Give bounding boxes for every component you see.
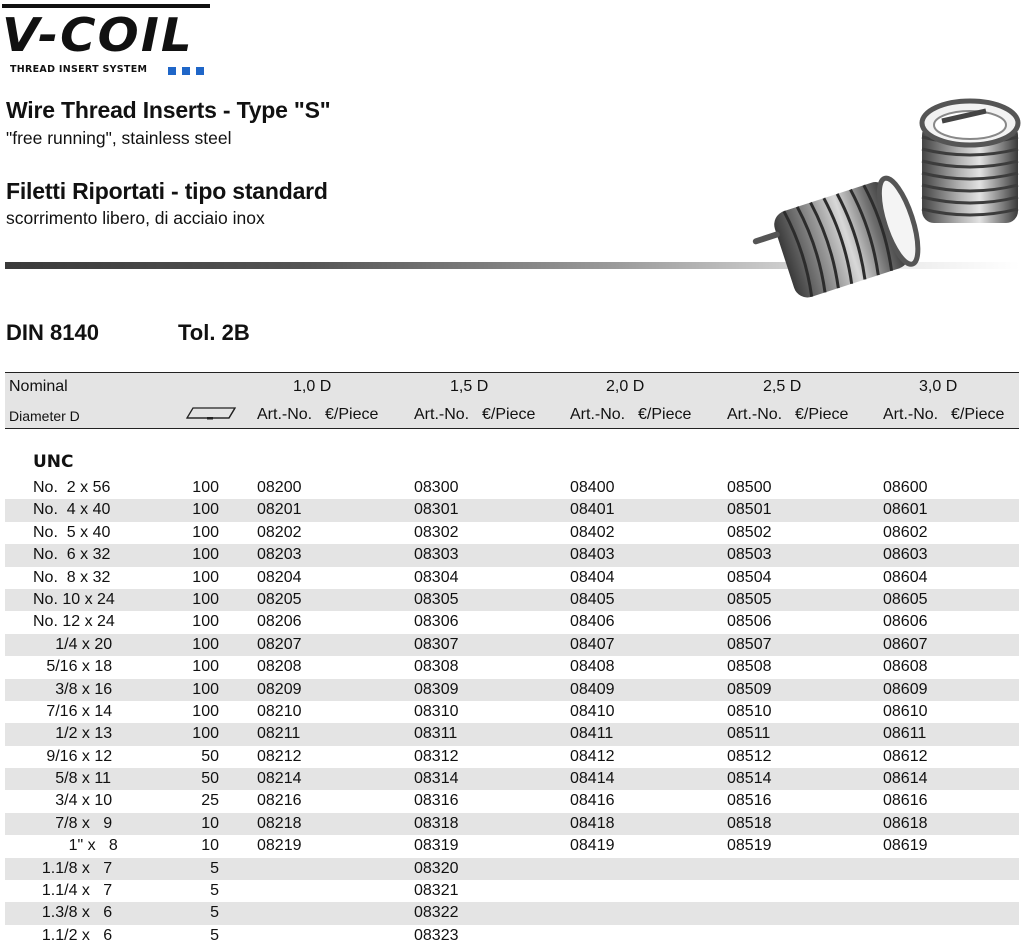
row-art-no-2-5d-cell: 08503 — [727, 546, 772, 564]
row-art-no-1d-cell: 08205 — [257, 590, 302, 608]
row-art-no-2d-cell: 08406 — [570, 613, 615, 631]
row-pack-qty-cell: 100 — [192, 590, 219, 608]
row-art-no-1-5d-cell: 08323 — [414, 926, 459, 944]
row-art-no-1d-cell: 08219 — [257, 837, 302, 855]
row-art-no-3d-cell: 08611 — [883, 725, 927, 743]
row-art-no-2d-cell: 08409 — [570, 680, 615, 698]
table-row — [5, 634, 1019, 656]
row-art-no-3d-cell: 08601 — [883, 501, 928, 519]
header-price: €/Piece — [795, 406, 849, 423]
row-art-no-2d-cell: 08408 — [570, 658, 615, 676]
row-size-cell: 1/2 x 13 — [33, 725, 113, 743]
row-art-no-1d-cell: 08218 — [257, 814, 302, 832]
header-price: €/Piece — [482, 406, 536, 423]
row-art-no-2-5d-cell: 08516 — [727, 792, 772, 810]
table-row — [5, 499, 1019, 521]
row-art-no-1-5d-cell: 08302 — [414, 523, 459, 541]
row-size-cell: No. 12 x 24 — [33, 613, 115, 631]
row-art-no-2d-cell: 08404 — [570, 568, 615, 586]
row-art-no-2-5d-cell: 08519 — [727, 837, 772, 855]
row-art-no-1-5d-cell: 08310 — [414, 702, 459, 720]
row-art-no-3d-cell: 08616 — [883, 792, 928, 810]
row-pack-qty-cell: 100 — [192, 658, 219, 676]
table-row — [5, 835, 1019, 857]
table-row — [5, 746, 1019, 768]
row-art-no-2-5d-cell: 08509 — [727, 680, 772, 698]
row-art-no-1d-cell: 08206 — [257, 613, 302, 631]
row-size-cell: 7/8 x 9 — [33, 814, 113, 832]
row-size-cell: 1.1/2 x 6 — [33, 926, 113, 944]
subtitle-english: "free running", stainless steel — [6, 128, 232, 148]
header-nominal: Nominal — [9, 378, 68, 395]
row-art-no-2d-cell: 08402 — [570, 523, 615, 541]
row-size-cell: 7/16 x 14 — [33, 702, 113, 720]
row-art-no-2-5d-cell: 08506 — [727, 613, 772, 631]
table-row — [5, 701, 1019, 723]
table-row — [5, 544, 1019, 566]
table-body — [5, 477, 1019, 947]
row-art-no-1-5d-cell: 08306 — [414, 613, 459, 631]
row-pack-qty-cell: 5 — [210, 904, 219, 922]
row-size-cell: 5/8 x 11 — [33, 770, 111, 788]
row-art-no-2d-cell: 08416 — [570, 792, 615, 810]
row-pack-qty-cell: 5 — [210, 859, 219, 877]
row-art-no-2d-cell: 08400 — [570, 479, 615, 496]
row-size-cell: 1" x 8 — [33, 837, 118, 855]
row-art-no-1d-cell: 08208 — [257, 658, 302, 676]
row-pack-qty-cell: 100 — [192, 725, 219, 743]
row-art-no-2-5d-cell: 08511 — [727, 725, 771, 743]
row-art-no-3d-cell: 08607 — [883, 635, 928, 653]
logo-tagline: THREAD INSERT SYSTEM — [10, 64, 148, 75]
row-art-no-2d-cell: 08407 — [570, 635, 615, 653]
logo-square-icon — [182, 67, 190, 75]
row-art-no-1d-cell: 08214 — [257, 770, 302, 788]
table-header — [5, 372, 1019, 429]
row-art-no-1-5d-cell: 08321 — [414, 882, 459, 900]
row-art-no-1-5d-cell: 08318 — [414, 814, 459, 832]
row-art-no-2d-cell: 08418 — [570, 814, 615, 832]
table-row — [5, 768, 1019, 790]
row-pack-qty-cell: 10 — [201, 837, 219, 855]
row-art-no-1d-cell: 08209 — [257, 680, 302, 698]
logo-square-icon — [168, 67, 176, 75]
row-art-no-1-5d-cell: 08305 — [414, 590, 459, 608]
row-pack-qty-cell: 100 — [192, 546, 219, 564]
header-length-1d: 1,0 D — [293, 378, 332, 395]
row-art-no-3d-cell: 08600 — [883, 479, 928, 496]
header-price: €/Piece — [951, 406, 1005, 423]
row-art-no-1d-cell: 08202 — [257, 523, 302, 541]
row-pack-qty-cell: 10 — [201, 814, 219, 832]
coil-upright-icon — [922, 101, 1018, 223]
row-art-no-1-5d-cell: 08308 — [414, 658, 459, 676]
row-art-no-1-5d-cell: 08303 — [414, 546, 459, 564]
row-art-no-3d-cell: 08603 — [883, 546, 928, 564]
row-art-no-2-5d-cell: 08500 — [727, 479, 772, 496]
row-pack-qty-cell: 25 — [201, 792, 219, 810]
package-icon — [185, 406, 237, 420]
row-pack-qty-cell: 100 — [192, 568, 219, 586]
row-art-no-1-5d-cell: 08312 — [414, 747, 459, 765]
title-italian: Filetti Riportati - tipo standard — [6, 178, 328, 204]
table-row — [5, 790, 1019, 812]
row-art-no-1d-cell: 08203 — [257, 546, 302, 564]
logo-square-icon — [196, 67, 204, 75]
header-length-1-5d: 1,5 D — [450, 378, 489, 395]
row-pack-qty-cell: 100 — [192, 702, 219, 720]
header-length-2d: 2,0 D — [606, 378, 645, 395]
row-pack-qty-cell: 100 — [192, 479, 219, 496]
row-size-cell: 1.1/8 x 7 — [33, 859, 113, 877]
row-art-no-1d-cell: 08204 — [257, 568, 302, 586]
row-art-no-2d-cell: 08412 — [570, 747, 615, 765]
table-row — [5, 723, 1019, 745]
row-art-no-2-5d-cell: 08512 — [727, 747, 772, 765]
header-price: €/Piece — [638, 406, 692, 423]
brand-logo — [0, 4, 215, 76]
row-art-no-3d-cell: 08612 — [883, 747, 928, 765]
logo-wordmark: V-COIL — [2, 8, 194, 62]
table-row — [5, 902, 1019, 924]
title-english: Wire Thread Inserts - Type "S" — [6, 97, 331, 123]
table-row — [5, 925, 1019, 947]
row-size-cell: 3/4 x 10 — [33, 792, 113, 810]
section-title-unc: UNC — [33, 452, 74, 472]
din-standard: DIN 8140 — [6, 320, 99, 345]
row-art-no-2d-cell: 08401 — [570, 501, 615, 519]
table-row — [5, 477, 1019, 499]
table-row — [5, 880, 1019, 902]
header-art-no: Art.-No. — [883, 406, 939, 423]
row-size-cell: No. 2 x 56 — [33, 479, 111, 496]
row-size-cell: No. 4 x 40 — [33, 501, 111, 519]
row-art-no-3d-cell: 08608 — [883, 658, 928, 676]
row-pack-qty-cell: 100 — [192, 680, 219, 698]
row-art-no-2-5d-cell: 08504 — [727, 568, 772, 586]
row-art-no-1-5d-cell: 08316 — [414, 792, 459, 810]
header-diameter: Diameter D — [9, 408, 80, 424]
row-art-no-2-5d-cell: 08505 — [727, 590, 772, 608]
row-art-no-1-5d-cell: 08320 — [414, 859, 459, 877]
row-art-no-3d-cell: 08614 — [883, 770, 928, 788]
row-art-no-1-5d-cell: 08304 — [414, 568, 459, 586]
coil-tilted-icon — [750, 174, 926, 308]
table-row — [5, 522, 1019, 544]
row-art-no-1-5d-cell: 08309 — [414, 680, 459, 698]
header-art-no: Art.-No. — [257, 406, 313, 423]
header-art-no: Art.-No. — [727, 406, 783, 423]
row-pack-qty-cell: 5 — [210, 882, 219, 900]
row-art-no-2-5d-cell: 08507 — [727, 635, 772, 653]
row-size-cell: No. 6 x 32 — [33, 546, 111, 564]
row-size-cell: 1/4 x 20 — [33, 635, 113, 653]
row-art-no-2d-cell: 08403 — [570, 546, 615, 564]
row-art-no-2-5d-cell: 08514 — [727, 770, 772, 788]
row-art-no-1d-cell: 08210 — [257, 702, 302, 720]
row-art-no-2-5d-cell: 08510 — [727, 702, 772, 720]
row-art-no-1d-cell: 08216 — [257, 792, 302, 810]
row-art-no-2-5d-cell: 08501 — [727, 501, 772, 519]
row-pack-qty-cell: 50 — [201, 770, 219, 788]
row-size-cell: 9/16 x 12 — [33, 747, 113, 765]
row-art-no-1d-cell: 08211 — [257, 725, 301, 743]
thread-insert-product-image — [750, 95, 1022, 315]
row-art-no-2d-cell: 08410 — [570, 702, 615, 720]
row-pack-qty-cell: 50 — [201, 747, 219, 765]
row-art-no-1-5d-cell: 08311 — [414, 725, 458, 743]
row-art-no-2d-cell: 08414 — [570, 770, 615, 788]
subtitle-italian: scorrimento libero, di acciaio inox — [6, 208, 265, 228]
row-art-no-1d-cell: 08200 — [257, 479, 302, 496]
row-art-no-3d-cell: 08604 — [883, 568, 928, 586]
row-pack-qty-cell: 5 — [210, 926, 219, 944]
row-art-no-2-5d-cell: 08508 — [727, 658, 772, 676]
row-pack-qty-cell: 100 — [192, 523, 219, 541]
row-art-no-3d-cell: 08618 — [883, 814, 928, 832]
row-art-no-1-5d-cell: 08307 — [414, 635, 459, 653]
header-art-no: Art.-No. — [414, 406, 470, 423]
row-pack-qty-cell: 100 — [192, 613, 219, 631]
tolerance-class: Tol. 2B — [178, 320, 250, 345]
table-row — [5, 567, 1019, 589]
row-size-cell: No. 5 x 40 — [33, 523, 111, 541]
row-art-no-1-5d-cell: 08300 — [414, 479, 459, 496]
row-art-no-2d-cell: 08405 — [570, 590, 615, 608]
row-art-no-1d-cell: 08212 — [257, 747, 302, 765]
row-art-no-2d-cell: 08411 — [570, 725, 614, 743]
row-art-no-3d-cell: 08606 — [883, 613, 928, 631]
row-pack-qty-cell: 100 — [192, 501, 219, 519]
header-art-no: Art.-No. — [570, 406, 626, 423]
row-art-no-3d-cell: 08602 — [883, 523, 928, 541]
table-row — [5, 813, 1019, 835]
header-length-2-5d: 2,5 D — [763, 378, 802, 395]
row-size-cell: 1.3/8 x 6 — [33, 904, 113, 922]
row-art-no-3d-cell: 08605 — [883, 590, 928, 608]
row-art-no-2-5d-cell: 08518 — [727, 814, 772, 832]
header-price: €/Piece — [325, 406, 379, 423]
row-size-cell: No. 8 x 32 — [33, 568, 111, 586]
table-row — [5, 679, 1019, 701]
row-art-no-1-5d-cell: 08314 — [414, 770, 459, 788]
row-art-no-1d-cell: 08207 — [257, 635, 302, 653]
row-size-cell: No. 10 x 24 — [33, 590, 115, 608]
row-art-no-1-5d-cell: 08301 — [414, 501, 459, 519]
row-art-no-1-5d-cell: 08322 — [414, 904, 459, 922]
row-pack-qty-cell: 100 — [192, 635, 219, 653]
row-art-no-2-5d-cell: 08502 — [727, 523, 772, 541]
row-art-no-3d-cell: 08619 — [883, 837, 928, 855]
row-art-no-1-5d-cell: 08319 — [414, 837, 459, 855]
row-art-no-3d-cell: 08610 — [883, 702, 928, 720]
header-length-3d: 3,0 D — [919, 378, 958, 395]
table-row — [5, 589, 1019, 611]
row-art-no-2d-cell: 08419 — [570, 837, 615, 855]
table-row — [5, 858, 1019, 880]
row-size-cell: 1.1/4 x 7 — [33, 882, 113, 900]
row-size-cell: 5/16 x 18 — [33, 658, 113, 676]
table-row — [5, 611, 1019, 633]
table-row — [5, 656, 1019, 678]
row-size-cell: 3/8 x 16 — [33, 680, 113, 698]
row-art-no-1d-cell: 08201 — [257, 501, 302, 519]
row-art-no-3d-cell: 08609 — [883, 680, 928, 698]
